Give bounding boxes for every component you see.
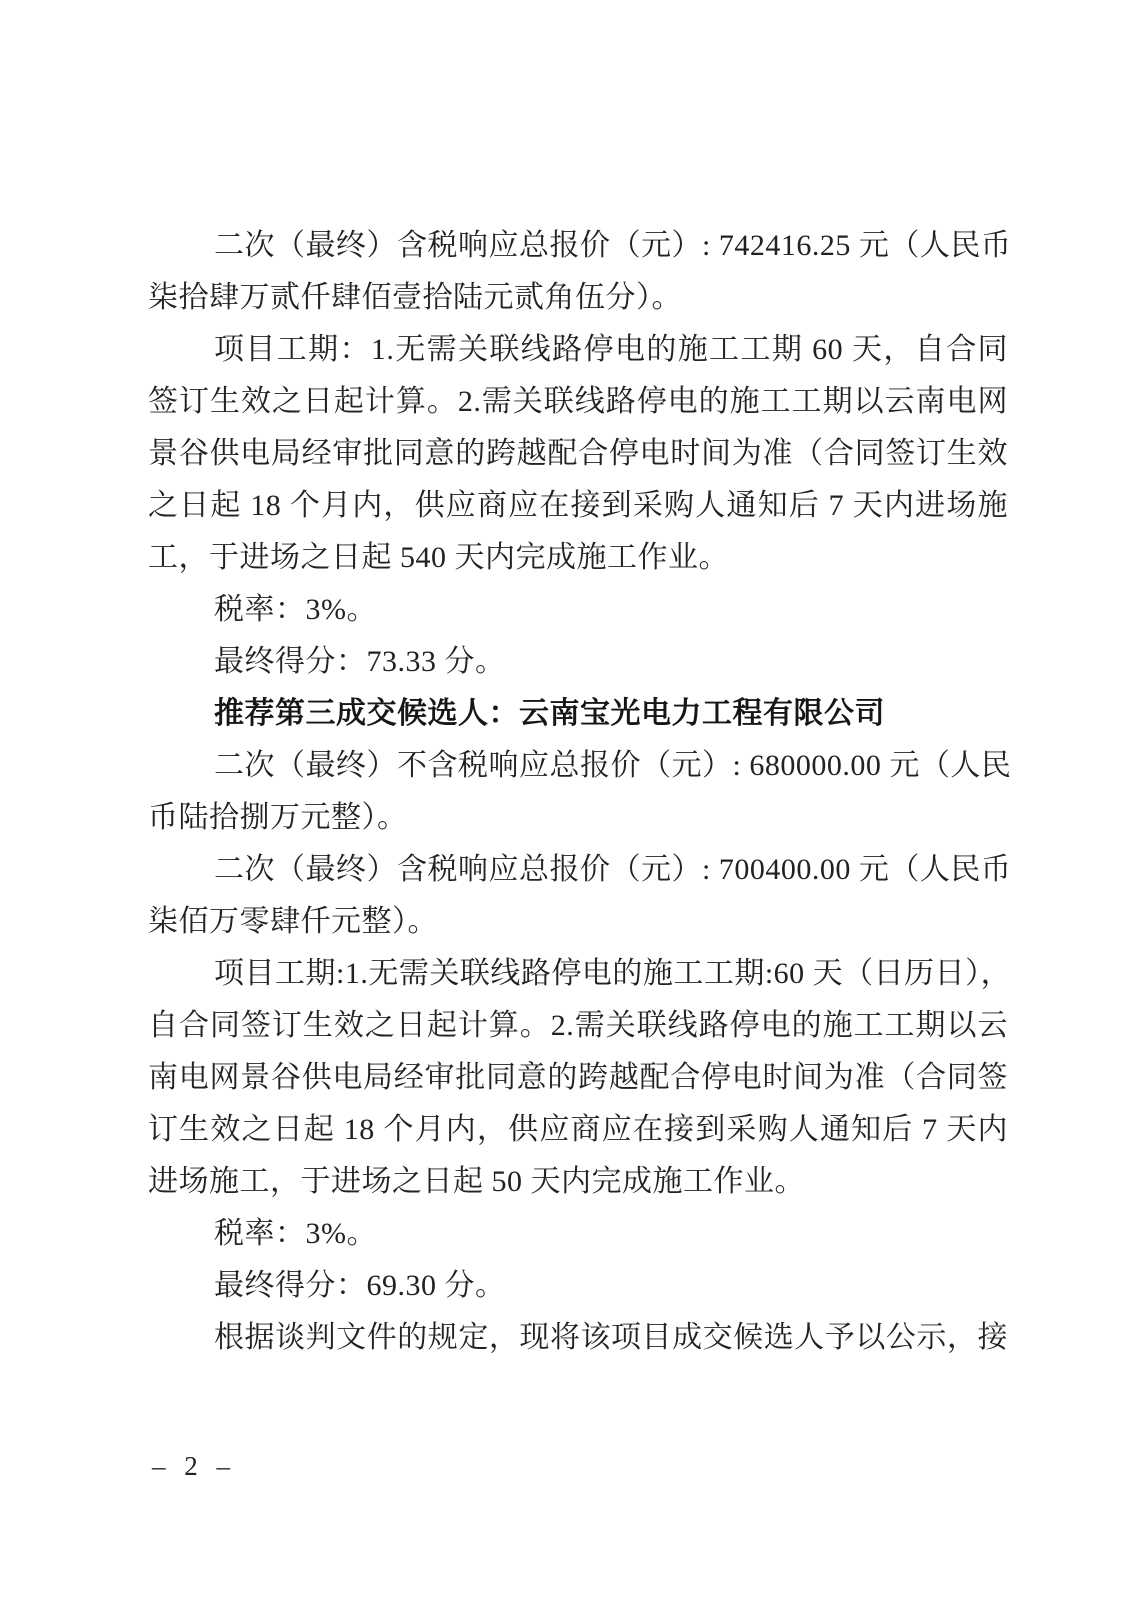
text-line: 最终得分：73.33 分。	[214, 645, 506, 678]
text-line: 柒佰万零肆仟元整）。	[148, 905, 438, 938]
text-line: 南电网景谷供电局经审批同意的跨越配合停电时间为准（合同签	[148, 1061, 1008, 1094]
text-line: 项目工期:1.无需关联线路停电的施工工期:60 天（日历日），	[214, 957, 1012, 990]
text-line: 进场施工，于进场之日起 50 天内完成施工作业。	[148, 1165, 805, 1198]
text-line: 二次（最终）含税响应总报价（元）: 700400.00 元（人民币	[214, 853, 1012, 886]
text-line: 订生效之日起 18 个月内，供应商应在接到采购人通知后 7 天内	[148, 1113, 1008, 1146]
text-line: 二次（最终）不含税响应总报价（元）: 680000.00 元（人民	[214, 749, 1012, 782]
text-line: 二次（最终）含税响应总报价（元）: 742416.25 元（人民币	[214, 229, 1012, 262]
text-line: 之日起 18 个月内，供应商应在接到采购人通知后 7 天内进场施	[148, 489, 1008, 522]
document-body	[148, 220, 1012, 1364]
text-line: 景谷供电局经审批同意的跨越配合停电时间为准（合同签订生效	[148, 437, 1008, 470]
text-line: 签订生效之日起计算。2.需关联线路停电的施工工期以云南电网	[148, 385, 1008, 418]
text-line: 自合同签订生效之日起计算。2.需关联线路停电的施工工期以云	[148, 1009, 1008, 1042]
page-number: – 2 –	[152, 1451, 236, 1481]
text-line: 推荐第三成交候选人：云南宝光电力工程有限公司	[214, 697, 885, 730]
text-line: 税率：3%。	[214, 1217, 377, 1250]
text-line: 币陆拾捌万元整）。	[148, 801, 408, 834]
text-line: 税率：3%。	[214, 593, 377, 626]
text-line: 柒拾肆万贰仟肆佰壹拾陆元贰角伍分）。	[148, 281, 682, 314]
text-line: 根据谈判文件的规定，现将该项目成交候选人予以公示，接	[214, 1321, 1008, 1354]
text-line: 项目工期：1.无需关联线路停电的施工工期 60 天，自合同	[214, 333, 1008, 366]
text-line: 工，于进场之日起 540 天内完成施工作业。	[148, 541, 729, 574]
text-line: 最终得分：69.30 分。	[214, 1269, 506, 1302]
